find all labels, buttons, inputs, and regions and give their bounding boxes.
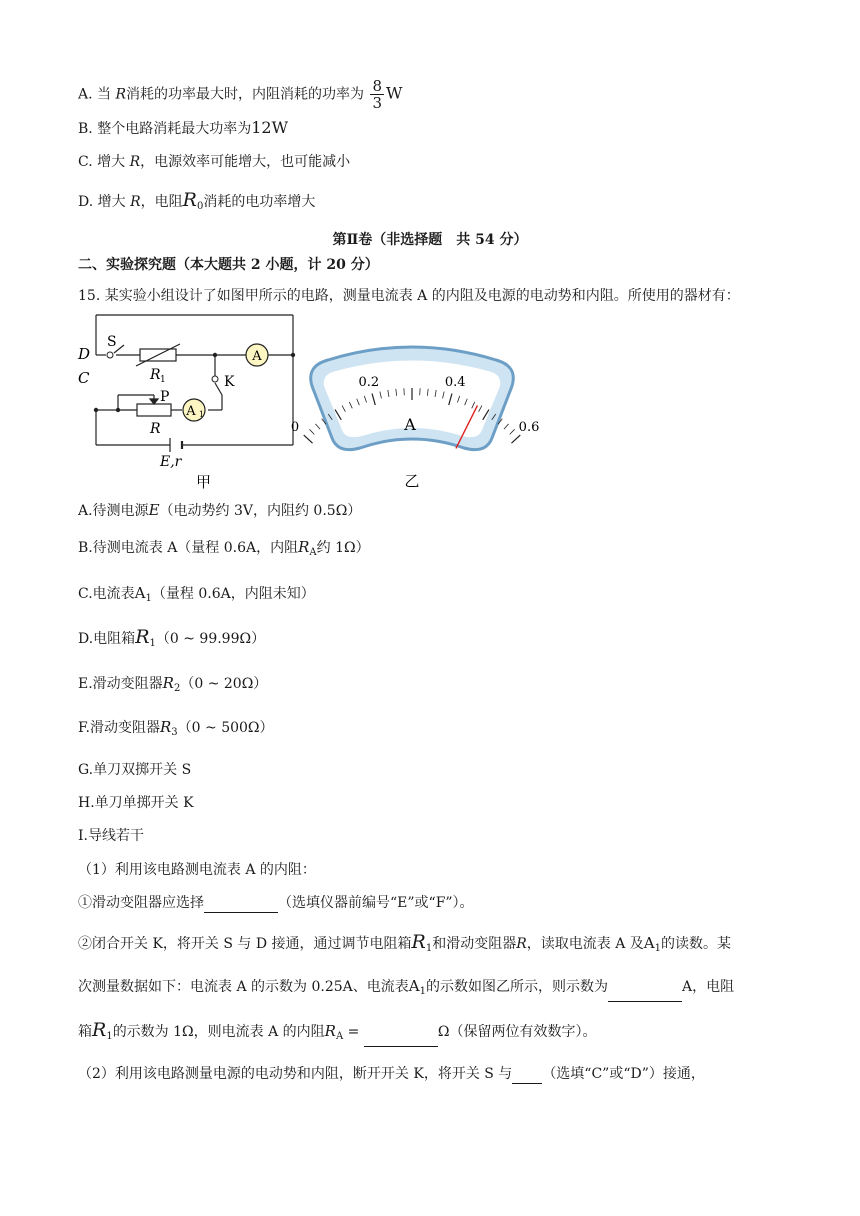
part1-q2-line3: 箱$R_1$的示数为 1Ω，则电流表 A 的内阻$R_A = \Omega$（保留两位有效数字）。 [78, 1020, 596, 1047]
equipment-item: H.单刀单掷开关 K [78, 795, 194, 811]
meter-tick [510, 429, 515, 434]
circuit-diagram [70, 308, 300, 490]
equipment-item: B.待测电流表 A（量程 0.6A，内阻$R_A$约 1Ω） [78, 538, 370, 558]
volume-title: 第Ⅱ卷（非选择题 共 54 分） [332, 232, 528, 248]
label-er: E,r [160, 454, 182, 470]
equipment-item: A.待测电源E（电动势约 3V，内阻约 0.5Ω） [78, 501, 362, 519]
part1-q2-line2: 次测量数据如下：电流表 A 的示数为 0.25A、电流表$A_1$的示数如图乙所示，则示数为 A，电阻 [78, 976, 734, 1002]
meter-tick-label: 0.6 [518, 419, 540, 435]
label-c: C [78, 369, 90, 387]
answer-blank[interactable] [608, 1001, 682, 1002]
meter-tick [315, 424, 320, 429]
ammeter-dial [290, 346, 540, 492]
option-b: B. 整个电路消耗最大功率为12W [78, 118, 289, 137]
answer-blank[interactable] [204, 912, 278, 913]
meter-tick [309, 429, 314, 434]
meter-tick-label: 0 [290, 419, 300, 435]
label-d: D [78, 345, 91, 363]
meter-tick [504, 424, 509, 429]
label-r: R [150, 421, 161, 437]
meter-tick-label: 0.2 [358, 374, 380, 390]
ammeter-a1-sub: 1 [199, 410, 205, 419]
equipment-item: F.滑动变阻器$R_3(0$ ~ 500Ω） [78, 718, 274, 738]
equipment-item: I.导线若干 [78, 828, 144, 844]
question-stem: 15. 某实验小组设计了如图甲所示的电路，测量电流表 A 的内阻及电源的电动势和内阻。所使用的器材有： [78, 288, 740, 304]
meter-tick [511, 435, 520, 443]
equipment-item: E.滑动变阻器$R_2(0$ ~ 20Ω） [78, 674, 268, 694]
ammeter-a-label: A [252, 349, 262, 364]
part1-q2-line1: ②闭合开关 K，将开关 S 与 D 接通，通过调节电阻箱$R_1$和滑动变阻器R，读取电流表 A 及$A_1$的读数。某 [78, 931, 731, 954]
answer-blank[interactable] [364, 1046, 438, 1047]
meter-tick [304, 435, 313, 443]
section-heading: 二、实验探究题（本大题共 2 小题，计 20 分） [78, 257, 379, 273]
label-r1-sub: 1 [160, 375, 166, 385]
equipment-item: G.单刀双掷开关 S [78, 762, 192, 778]
meter-tick-label: 0.4 [444, 374, 466, 390]
part1-q1: ①滑动变阻器应选择 （选填仪器前编号“E”或“F”）。 [78, 895, 474, 911]
part2: （2）利用该电路测量电源的电动势和内阻，断开开关 K，将开关 S 与 （选填“C”或“D”）接通， [78, 1066, 705, 1082]
part1-title: （1）利用该电路测电流表 A 的内阻： [78, 862, 316, 878]
meter-label: A [404, 415, 416, 434]
fraction: $\frac{8}{3}$ [372, 77, 383, 112]
option-c: C. 增大 R，电源效率可能增大，也可能减小 [78, 154, 351, 170]
caption-yi: 乙 [404, 472, 420, 490]
label-r1: R [150, 367, 161, 383]
ammeter-a1-label: A [186, 404, 196, 419]
label-p: P [160, 389, 170, 405]
option-a: A. 当 R消耗的功率最大时，内阻消耗的功率为 $\frac{8}{3}$ W [78, 77, 403, 112]
caption-jia: 甲 [196, 473, 212, 491]
equipment-item: D.电阻箱$R_1(0$ ~ 99.99Ω） [78, 626, 266, 649]
label-k: K [224, 374, 235, 390]
label-s: S [107, 334, 117, 350]
answer-blank[interactable] [512, 1083, 542, 1084]
option-d: D. 增大 R，电阻$R_0$消耗的电功率增大 [78, 189, 316, 212]
equipment-item: C.电流表$A_1$（量程 0.6A，内阻未知） [78, 584, 315, 604]
